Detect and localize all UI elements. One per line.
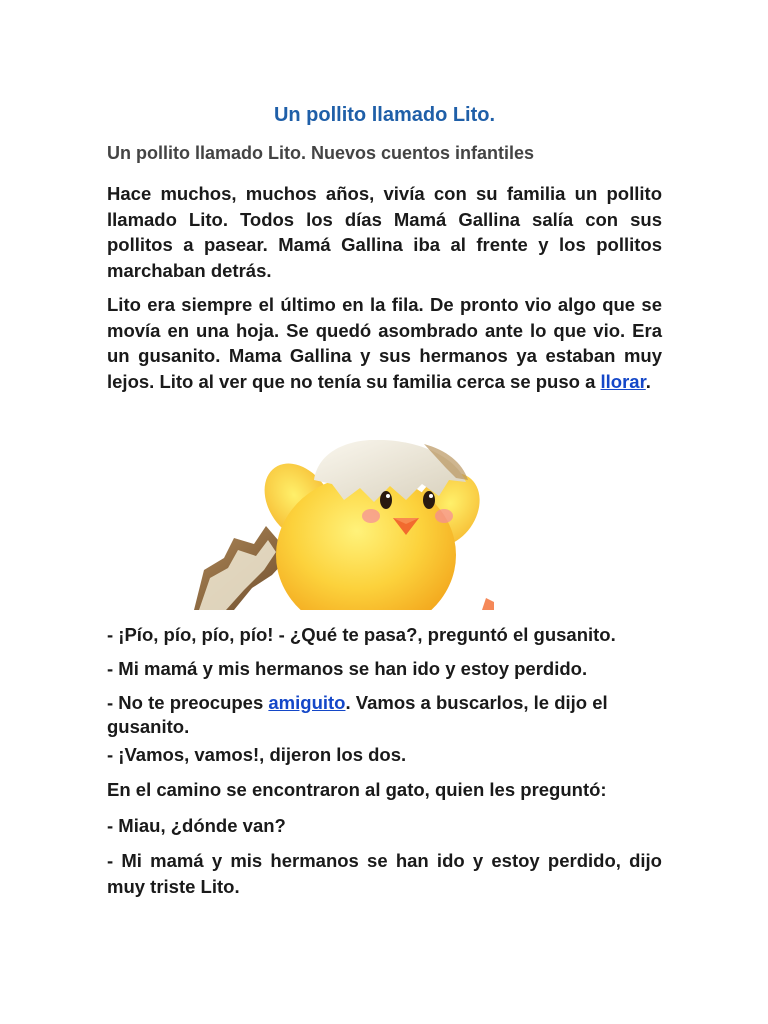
- left-eye: [380, 491, 392, 509]
- paragraph-2: [107, 292, 662, 394]
- link-llorar[interactable]: llorar: [600, 370, 646, 392]
- dialogue-1: - ¡Pío, pío, pío, pío! - ¿Qué te pasa?, preguntó el gusanito.: [107, 624, 616, 645]
- link-amiguito[interactable]: amiguito: [268, 692, 346, 713]
- paragraph-3: En el camino se encontraron al gato, quien les preguntó:: [107, 779, 607, 800]
- dialogue-3: [107, 691, 662, 739]
- dialogue-2: - Mi mamá y mis hermanos se han ido y estoy perdido.: [107, 658, 588, 679]
- dialogue-4: - ¡Vamos, vamos!, dijeron los dos.: [107, 744, 407, 765]
- dialogue-5: - Miau, ¿dónde van?: [107, 815, 286, 836]
- paragraph-2-end: .: [645, 370, 651, 392]
- dialogue-3-end: . Vamos a buscarlos, le dijo el gusanito.: [107, 692, 608, 737]
- left-cheek: [362, 509, 380, 523]
- paragraph-2-text: Lito era siempre el último en la fila. De pronto vio algo que se movía en una hoja. Se quedó asombrado ante lo que vio. Era un gusanito. Mama Gallina y sus hermanos ya estaban muy lejos. Lito al ver que no tenía su familia cerca se puso a: [107, 294, 662, 392]
- right-cheek: [435, 509, 453, 523]
- right-eye: [423, 491, 435, 509]
- story-title: Un pollito llamado Lito.: [273, 104, 496, 126]
- paragraph-1: Hace muchos, muchos años, vivía con su familia un pollito llamado Lito. Todos los días Mamá Gallina salía con sus pollitos a pasear. Mamá Gallina iba al frente y los pollitos marchaban detrás.: [107, 183, 662, 281]
- dialogue-6: - Mi mamá y mis hermanos se han ido y estoy perdido, dijo muy triste Lito.: [107, 850, 662, 897]
- dialogue-3-text: - No te preocupes: [107, 692, 269, 713]
- chick-illustration: [194, 440, 494, 610]
- chick-hatching-image: [194, 440, 494, 610]
- story-subtitle: Un pollito llamado Lito. Nuevos cuentos infantiles: [107, 143, 535, 163]
